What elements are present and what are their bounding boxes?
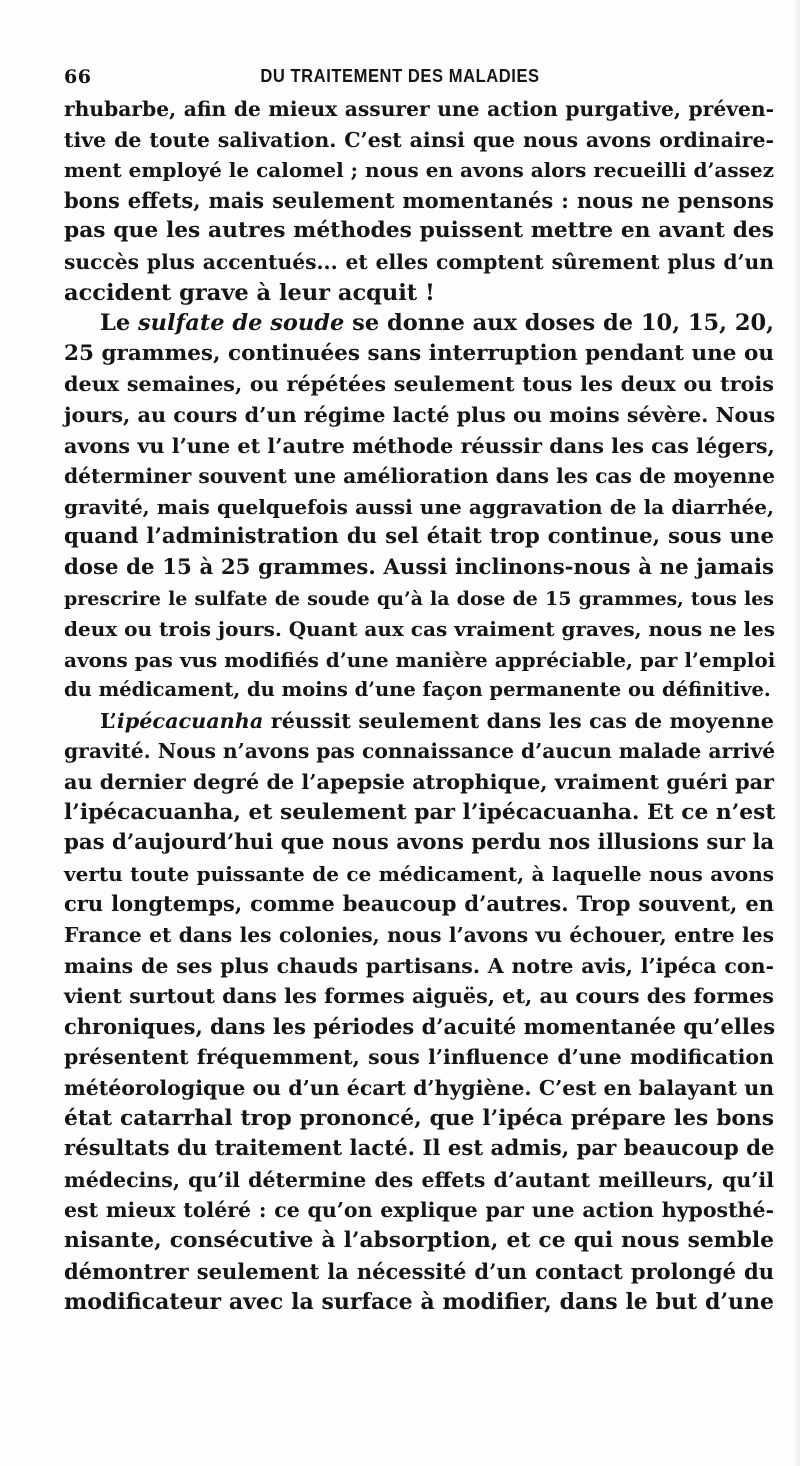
text-run: résultats du traitement lacté. Il est admis, par beaucoup de bbox=[64, 1136, 775, 1162]
text-run: tive de toute salivation. C’est ainsi que nous avons ordinaire- bbox=[64, 127, 774, 152]
text-run: l’ipécacuanha, et seulement par l’ipécacuanha. Et ce n’est bbox=[64, 799, 776, 825]
text-run: L’ bbox=[100, 708, 117, 733]
text-run: 25 grammes, continuées sans interruption pendant une ou bbox=[64, 340, 774, 366]
text-run: déterminer souvent une amélioration dans les cas de moyenne bbox=[64, 464, 776, 489]
text-line bbox=[64, 1257, 774, 1288]
text-line bbox=[64, 369, 774, 400]
text-run: du médicament, du moins d’une façon permanente ou définitive. bbox=[64, 678, 771, 702]
text-line bbox=[64, 155, 774, 186]
page-number: 66 bbox=[64, 66, 92, 88]
text-line bbox=[64, 889, 774, 920]
text-line bbox=[64, 553, 774, 584]
text-line bbox=[64, 1165, 774, 1196]
text-run: modificateur avec la surface à modifier, dans le but d’une bbox=[64, 1289, 774, 1316]
text-line bbox=[64, 339, 774, 370]
text-line bbox=[64, 859, 774, 890]
running-title: DU TRAITEMENT DES MALADIES bbox=[260, 66, 540, 86]
text-run: est mieux toléré : ce qu’on explique par une action hyposthé- bbox=[64, 1198, 774, 1223]
text-line bbox=[64, 767, 774, 798]
text-run: vertu toute puissante de ce médicament, à laquelle nous avons bbox=[64, 861, 774, 886]
text-line bbox=[64, 828, 774, 859]
text-line bbox=[64, 1073, 774, 1104]
text-line bbox=[64, 522, 774, 553]
text-run: présentent fréquemment, sous l’influence d’une modification bbox=[64, 1045, 774, 1070]
text-line bbox=[64, 614, 774, 645]
text-line bbox=[64, 1195, 774, 1226]
text-run: France et dans les colonies, nous l’avons vu échouer, entre les bbox=[64, 923, 774, 948]
text-run: prescrire le sulfate de soude qu’à la dose de 15 grammes, tous les bbox=[64, 587, 774, 610]
text-line bbox=[64, 1134, 774, 1165]
text-run: pas d’aujourd’hui que nous avons perdu nos illusions sur la bbox=[64, 830, 775, 856]
text-run: cru longtemps, comme beaucoup d’autres. Trop souvent, en bbox=[64, 891, 774, 917]
text-run: dose de 15 à 25 grammes. Aussi inclinons-nous à ne jamais bbox=[64, 554, 774, 580]
text-run: bons effets, mais seulement momentanés : nous ne pensons bbox=[64, 187, 774, 213]
text-run: mains de ses plus chauds partisans. A notre avis, l’ipéca con- bbox=[64, 953, 774, 978]
text-line bbox=[64, 1012, 774, 1043]
text-line bbox=[64, 125, 774, 156]
text-run: succès plus accentués... et elles comptent sûrement plus d’un bbox=[64, 249, 774, 274]
text-line bbox=[64, 278, 774, 309]
text-run: avons vu l’une et l’autre méthode réussir dans les cas légers, bbox=[64, 433, 775, 458]
text-run: état catarrhal trop prononcé, que l’ipéca prépare les bons bbox=[64, 1105, 774, 1131]
scan-edge-shadow bbox=[794, 0, 800, 1466]
text-line bbox=[64, 492, 774, 523]
text-line bbox=[64, 216, 774, 247]
text-line bbox=[64, 675, 774, 706]
text-line bbox=[64, 247, 774, 278]
text-run: gravité. Nous n’avons pas connaissance d’aucun malade arrivé bbox=[64, 739, 776, 764]
text-line bbox=[64, 736, 774, 767]
text-run: jours, au cours d’un régime lacté plus ou moins sévère. Nous bbox=[64, 402, 776, 427]
body-text bbox=[64, 94, 774, 1318]
text-run: au dernier degré de l’apepsie atrophique, vraiment guéri par bbox=[64, 770, 774, 795]
text-line bbox=[64, 798, 774, 829]
text-line bbox=[64, 308, 774, 339]
text-run: nisante, consécutive à l’absorption, et ce qui nous semble bbox=[64, 1227, 774, 1253]
italic-term: ipécacuanha bbox=[116, 708, 264, 733]
text-run: chroniques, dans les périodes d’acuité momentanée qu’elles bbox=[64, 1013, 776, 1039]
text-run: pas que les autres méthodes puissent mettre en avant des bbox=[64, 218, 774, 244]
italic-term: sulfate de soude bbox=[137, 310, 345, 337]
text-run: Le bbox=[100, 310, 138, 337]
text-line bbox=[64, 400, 774, 431]
text-run: se donne aux doses de 10, 15, 20, bbox=[344, 310, 774, 337]
text-line bbox=[64, 94, 774, 125]
running-header bbox=[0, 62, 800, 92]
text-run: médecins, qu’il détermine des effets d’autant meilleurs, qu’il bbox=[64, 1167, 774, 1192]
text-run: avons pas vus modifiés d’une manière appréciable, par l’emploi bbox=[64, 647, 776, 672]
text-line bbox=[64, 1226, 774, 1257]
text-run: rhubarbe, afin de mieux assurer une action purgative, préven- bbox=[64, 97, 774, 121]
text-line bbox=[64, 431, 774, 462]
text-line bbox=[64, 645, 774, 676]
text-line bbox=[64, 706, 774, 737]
text-run: ment employé le calomel ; nous en avons alors recueilli d’assez bbox=[64, 158, 774, 183]
text-run: réussit seulement dans les cas de moyenne bbox=[263, 708, 774, 733]
text-run: deux ou trois jours. Quant aux cas vraiment graves, nous ne les bbox=[64, 617, 775, 642]
text-line bbox=[64, 186, 774, 217]
text-line bbox=[64, 584, 774, 615]
text-run: quand l’administration du sel était trop continue, sous une bbox=[64, 524, 774, 550]
text-run: vient surtout dans les formes aiguës, et, au cours des formes bbox=[64, 984, 774, 1009]
text-run: météorologique ou d’un écart d’hygiène. C’est en balayant un bbox=[64, 1076, 774, 1100]
text-line bbox=[64, 920, 774, 951]
text-line bbox=[64, 1042, 774, 1073]
text-line bbox=[64, 461, 774, 492]
text-run: gravité, mais quelquefois aussi une aggravation de la diarrhée, bbox=[64, 494, 774, 519]
text-run: accident grave à leur acquit ! bbox=[64, 279, 435, 306]
text-line bbox=[64, 1104, 774, 1135]
text-line bbox=[64, 981, 774, 1012]
text-line bbox=[64, 1287, 774, 1318]
text-run: démontrer seulement la nécessité d’un contact prolongé du bbox=[64, 1258, 774, 1284]
text-run: deux semaines, ou répétées seulement tous les deux ou trois bbox=[64, 372, 774, 397]
text-line bbox=[64, 951, 774, 982]
